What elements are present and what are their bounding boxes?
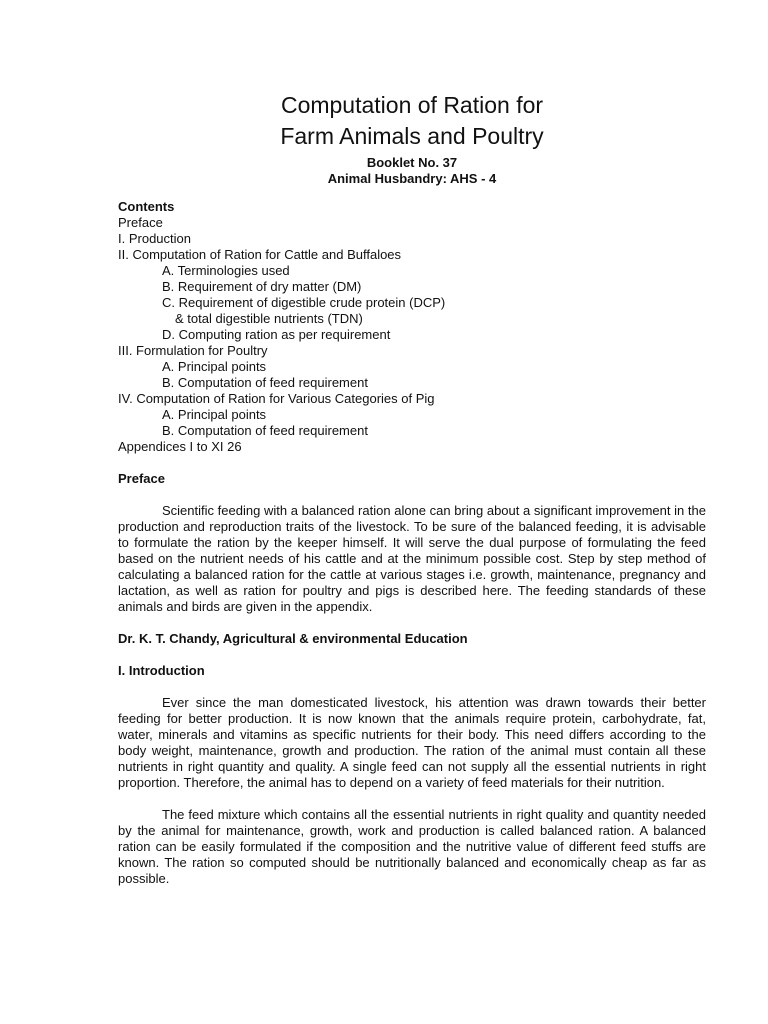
author-line: Dr. K. T. Chandy, Agricultural & environmental Education bbox=[118, 631, 468, 646]
introduction-paragraph-1: Ever since the man domesticated livestock, his attention was drawn towards their better feeding for better production. It is now known that the animals require protein, carbohydrate, fat, water, minerals and vitamins as specific nutrients for their body. This need differs according to the body weight, maintenance, growth and production. The ration of the animal must contain all these nutrients in right quantity and quality. A single feed can not supply all the essential nutrients in right proportion. Therefore, the animal has to depend on a variety of feed materials for their nutrition. bbox=[118, 695, 706, 790]
document-subtitle bbox=[118, 155, 706, 187]
contents-heading: Contents bbox=[118, 199, 175, 214]
title-line-2: Farm Animals and Poultry bbox=[280, 123, 544, 149]
preface-heading: Preface bbox=[118, 471, 165, 486]
toc-item: C. Requirement of digestible crude protein (DCP) bbox=[162, 295, 446, 310]
toc-item: D. Computing ration as per requirement bbox=[162, 327, 391, 342]
preface-paragraph: Scientific feeding with a balanced ration alone can bring about a significant improvement in the production and reproduction traits of the livestock. To be sure of the balanced feeding, it is advisable to formulate the ration by the keeper himself. It will serve the dual purpose of formulating the feed based on the nutrient needs of his cattle and at the minimum possible cost. Step by step method of calculating a balanced ration for the cattle at various stages i.e. growth, maintenance, pregnancy and lactation, as well as ration for poultry and pigs is described here. The feeding standards of these animals and birds are given in the appendix. bbox=[118, 503, 706, 614]
toc-item: A. Principal points bbox=[162, 359, 267, 374]
toc-item: III. Formulation for Poultry bbox=[118, 343, 268, 358]
series-label: Animal Husbandry: AHS - 4 bbox=[327, 171, 497, 186]
introduction-paragraph-2: The feed mixture which contains all the essential nutrients in right quality and quantity needed by the animal for maintenance, growth, work and production is called balanced ration. A balanced ration can be easily formulated if the composition and the nutritive value of different feed stuffs are known. The ration so computed should be nutritionally balanced and economically cheap as far as possible. bbox=[118, 807, 706, 886]
introduction-heading: I. Introduction bbox=[118, 663, 205, 678]
document-page bbox=[118, 90, 706, 887]
toc-item: B. Requirement of dry matter (DM) bbox=[162, 279, 362, 294]
toc-item: Appendices I to XI 26 bbox=[118, 439, 242, 454]
toc-item: A. Principal points bbox=[162, 407, 267, 422]
toc-item: I. Production bbox=[118, 231, 191, 246]
toc-item: B. Computation of feed requirement bbox=[162, 375, 368, 390]
toc-item: B. Computation of feed requirement bbox=[162, 423, 368, 438]
toc-item: II. Computation of Ration for Cattle and Buffaloes bbox=[118, 247, 402, 262]
booklet-number: Booklet No. 37 bbox=[366, 155, 458, 170]
document-title bbox=[118, 90, 706, 152]
toc-item: IV. Computation of Ration for Various Categories of Pig bbox=[118, 391, 435, 406]
table-of-contents bbox=[118, 199, 706, 455]
toc-item: A. Terminologies used bbox=[162, 263, 290, 278]
toc-item: & total digestible nutrients (TDN) bbox=[175, 311, 363, 326]
title-line-1: Computation of Ration for bbox=[280, 92, 544, 118]
toc-item: Preface bbox=[118, 215, 163, 230]
